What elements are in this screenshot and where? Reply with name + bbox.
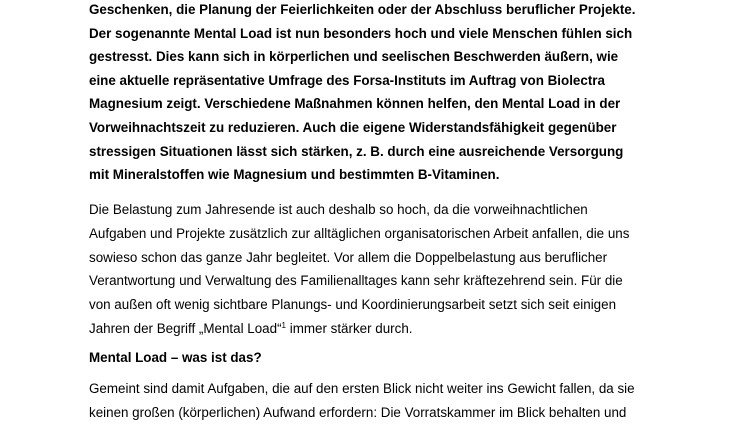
text-line: von außen oft wenig sichtbare Planungs- und Koordinierungsarbeit setzt sich seit einigen [89, 297, 617, 313]
text-line: Die Belastung zum Jahresende ist auch deshalb so hoch, da die vorweihnachtlichen [89, 202, 588, 217]
text-line: Gemeint sind damit Aufgaben, die auf den ersten Blick nicht weiter ins Gewicht fallen, da sie [89, 381, 635, 396]
text-line: gestresst. Dies kann sich in körperlichen und seelischen Beschwerden äußern, wie [89, 49, 619, 65]
text-line: Vorweihnachtszeit zu reduzieren. Auch die eigene Widerstandsfähigkeit gegenüber [89, 119, 617, 135]
text-segment: immer stärker durch. [286, 320, 413, 336]
body-paragraph [89, 198, 729, 341]
text-line: sowieso schon das ganze Jahr begleitet. Vor allem die Doppelbelastung aus beruflicher [89, 249, 608, 265]
footnote-marker[interactable]: 1 [281, 320, 286, 330]
text-line: stressigen Situationen lässt sich stärken, z. B. durch eine ausreichende Versorgung [89, 143, 624, 159]
text-line: Aufgaben und Projekte zusätzlich zur alltäglichen organisatorischen Arbeit anfallen, die uns [89, 225, 630, 241]
text-line: Magnesium zeigt. Verschiedene Maßnahmen können helfen, den Mental Load in der [89, 96, 621, 112]
text-line [89, 317, 729, 341]
text-segment: Jahren der Begriff „Mental Load“ [89, 320, 282, 336]
text-line: Geschenken, die Planung der Feierlichkeiten oder der Abschluss beruflicher Projekte. [89, 2, 636, 17]
text-line: Der sogenannte Mental Load ist nun besonders hoch und viele Menschen fühlen sich [89, 25, 633, 41]
lead-paragraph [89, 0, 729, 187]
text-line: Verantwortung und Verwaltung des Familienalltages kann sehr kräftezehrend sein. Für die [89, 273, 623, 289]
text-line: eine aktuelle repräsentative Umfrage des Forsa-Instituts im Auftrag von Biolectra [89, 72, 605, 88]
body-paragraph [89, 377, 729, 425]
text-line: keinen großen (körperlichen) Aufwand erfordern: Die Vorratskammer im Blick behalten und [89, 404, 627, 420]
text-line: mit Mineralstoffen wie Magnesium und bestimmten B-Vitaminen. [89, 167, 500, 183]
section-heading: Mental Load – was ist das? [89, 350, 262, 365]
